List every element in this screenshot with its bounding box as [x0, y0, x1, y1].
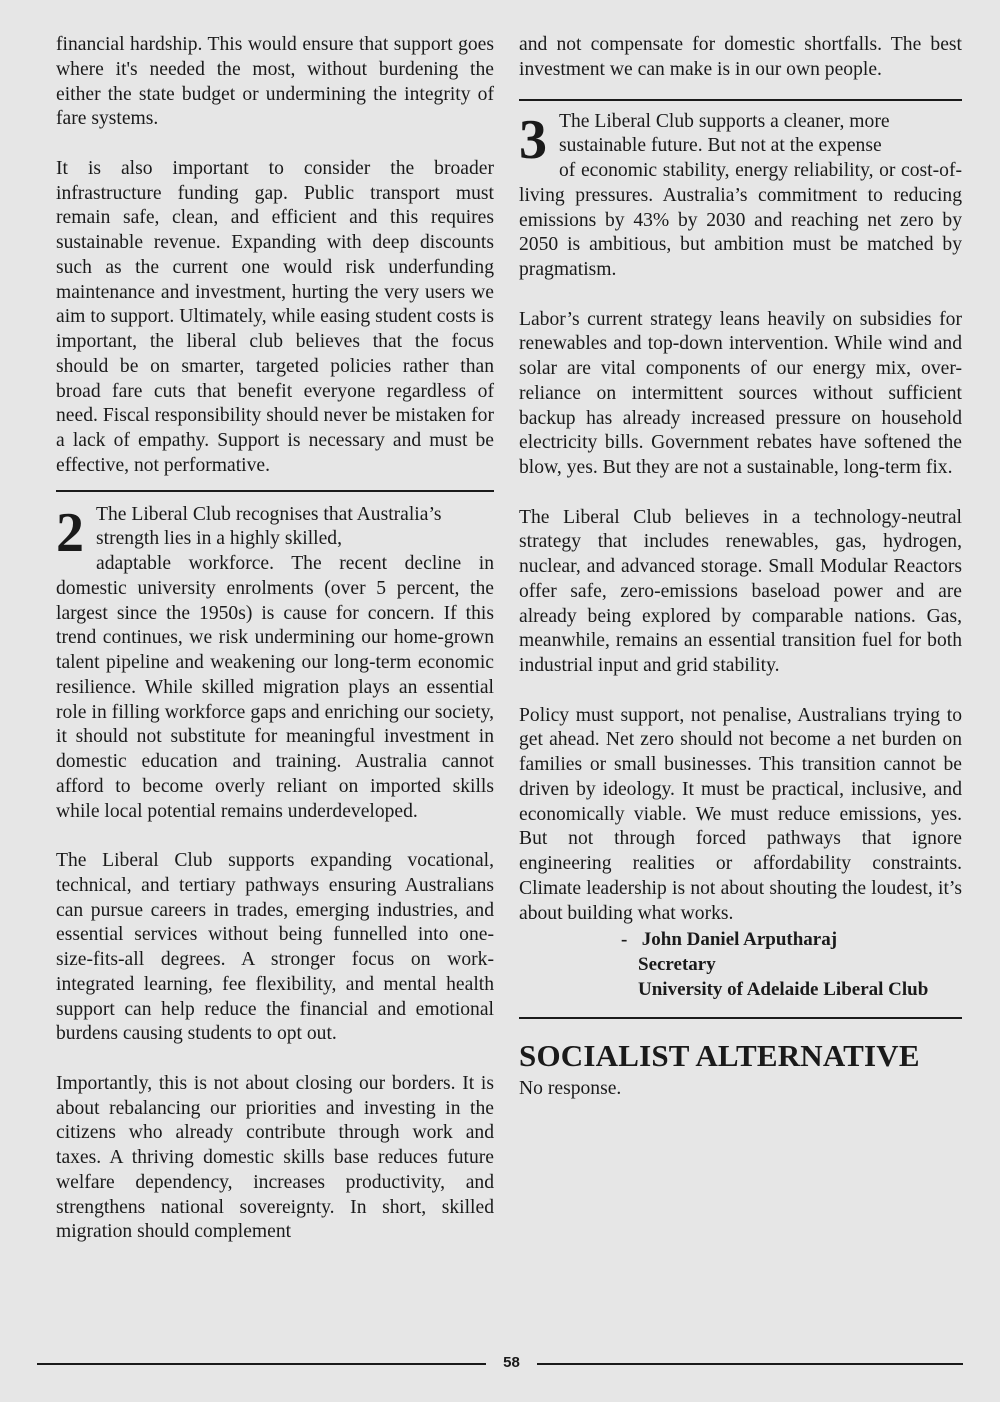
paragraph: Policy must support, not penalise, Australians trying to get ahead. Net zero should not become a net burden on families or small businesses. This transition cannot be driven by ideology. It must be practical, inclusive, and economically viable. We must reduce emissions, yes. But not through forced pathways that ignore engineering realities or affordability constraints. Climate leadership is not about shouting the loudest, it’s about building what works.	[519, 704, 962, 924]
section-heading: SOCIALIST ALTERNATIVE	[519, 1037, 920, 1073]
paragraph: Importantly, this is not about closing our borders. It is about rebalancing our priorities and investing in the citizens who already contribute through work and taxes. A thriving domestic skills base reduces future welfare dependency, increases productivity, and strengthens national sovereignty. In short, skilled migration should complement	[56, 1072, 494, 1243]
paragraph-body: adaptable workforce. The recent decline in domestic university enrolments (over 5 percent, the largest since the 1950s) is cause for concern. If this trend continues, we risk undermining our home-grown talent pipeline and weakening our long-term economic resilience. While skilled migration plays an essential role in filling workforce gaps and enriching our society, it should not substitute for meaningful investment in domestic education and training. Australia cannot afford to become overly reliant on imported skills while local potential remains underdeveloped.	[56, 553, 494, 822]
page-number: 58	[503, 1354, 520, 1371]
paragraph: Labor’s current strategy leans heavily on subsidies for renewables and top-down intervention. While wind and solar are vital components of our energy mix, over-reliance on intermittent sources without sufficient backup has already increased pressure on household electricity bills. Government rebates have softened the blow, yes. But they are not a sustainable, long-term fix.	[519, 308, 962, 478]
page-footer	[0, 1353, 1000, 1373]
section-divider	[56, 490, 494, 492]
footer-rule-left	[37, 1363, 486, 1365]
intro-line: strength lies in a highly skilled,	[96, 528, 342, 550]
response-text: No response.	[519, 1077, 622, 1099]
paragraph-body: of economic stability, energy reliability, or cost-of-living pressures. Australia’s commitment to reducing emissions by 43% by 2030 and reaching net zero by 2050 is ambitious, but ambition must be matched by pragmatism.	[519, 160, 962, 280]
right-column	[519, 33, 962, 1101]
signature-org: University of Adelaide Liberal Club	[638, 978, 929, 1000]
paragraph: financial hardship. This would ensure that support goes where it's needed the most, without burdening the either the state budget or undermining the integrity of fare systems.	[56, 34, 494, 130]
paragraph: The Liberal Club believes in a technology-neutral strategy that includes renewables, gas, hydrogen, nuclear, and advanced storage. Small Modular Reactors offer safe, zero-emissions baseload power and are already being explored by comparable nations. Gas, meanwhile, remains an essential transition fuel for both industrial input and grid stability.	[519, 506, 962, 676]
section-3	[519, 110, 962, 283]
signature-block	[519, 928, 962, 1002]
signature-role: Secretary	[638, 954, 716, 975]
intro-line: The Liberal Club supports a cleaner, more	[559, 110, 890, 132]
left-column	[56, 33, 494, 1245]
paragraph	[519, 110, 962, 283]
section-number: 2	[56, 501, 84, 564]
signature-name: - John Daniel Arputharaj	[621, 929, 838, 951]
section-divider	[519, 99, 962, 101]
paragraph: The Liberal Club supports expanding vocational, technical, and tertiary pathways ensuring Australians can pursue careers in trades, emerging industries, and essential services without being funnelled into one-size-fits-all degrees. A stronger focus on work-integrated learning, fee flexibility, and mental health support can help reduce the financial and emotional burdens causing students to opt out.	[56, 850, 494, 1045]
section-divider	[519, 1017, 962, 1019]
footer-rule-right	[537, 1363, 963, 1365]
paragraph: It is also important to consider the broader infrastructure funding gap. Public transport must remain safe, clean, and efficient and this requires sustainable revenue. Expanding with deep discounts such as the current one would risk underfunding maintenance and investment, hurting the very users we aim to support. Ultimately, while easing student costs is important, the liberal club believes that the focus should be on smarter, targeted policies rather than broad fare cuts that benefit everyone regardless of need. Fiscal responsibility should never be mistaken for a lack of empathy. Support is necessary and must be effective, not performative.	[56, 157, 494, 476]
paragraph	[56, 503, 494, 825]
section-2	[56, 503, 494, 825]
section-number: 3	[519, 108, 547, 171]
intro-line: sustainable future. But not at the expense	[559, 135, 882, 157]
intro-line: The Liberal Club recognises that Australia’s	[96, 503, 442, 525]
paragraph: and not compensate for domestic shortfalls. The best investment we can make is in our own people.	[519, 34, 962, 80]
